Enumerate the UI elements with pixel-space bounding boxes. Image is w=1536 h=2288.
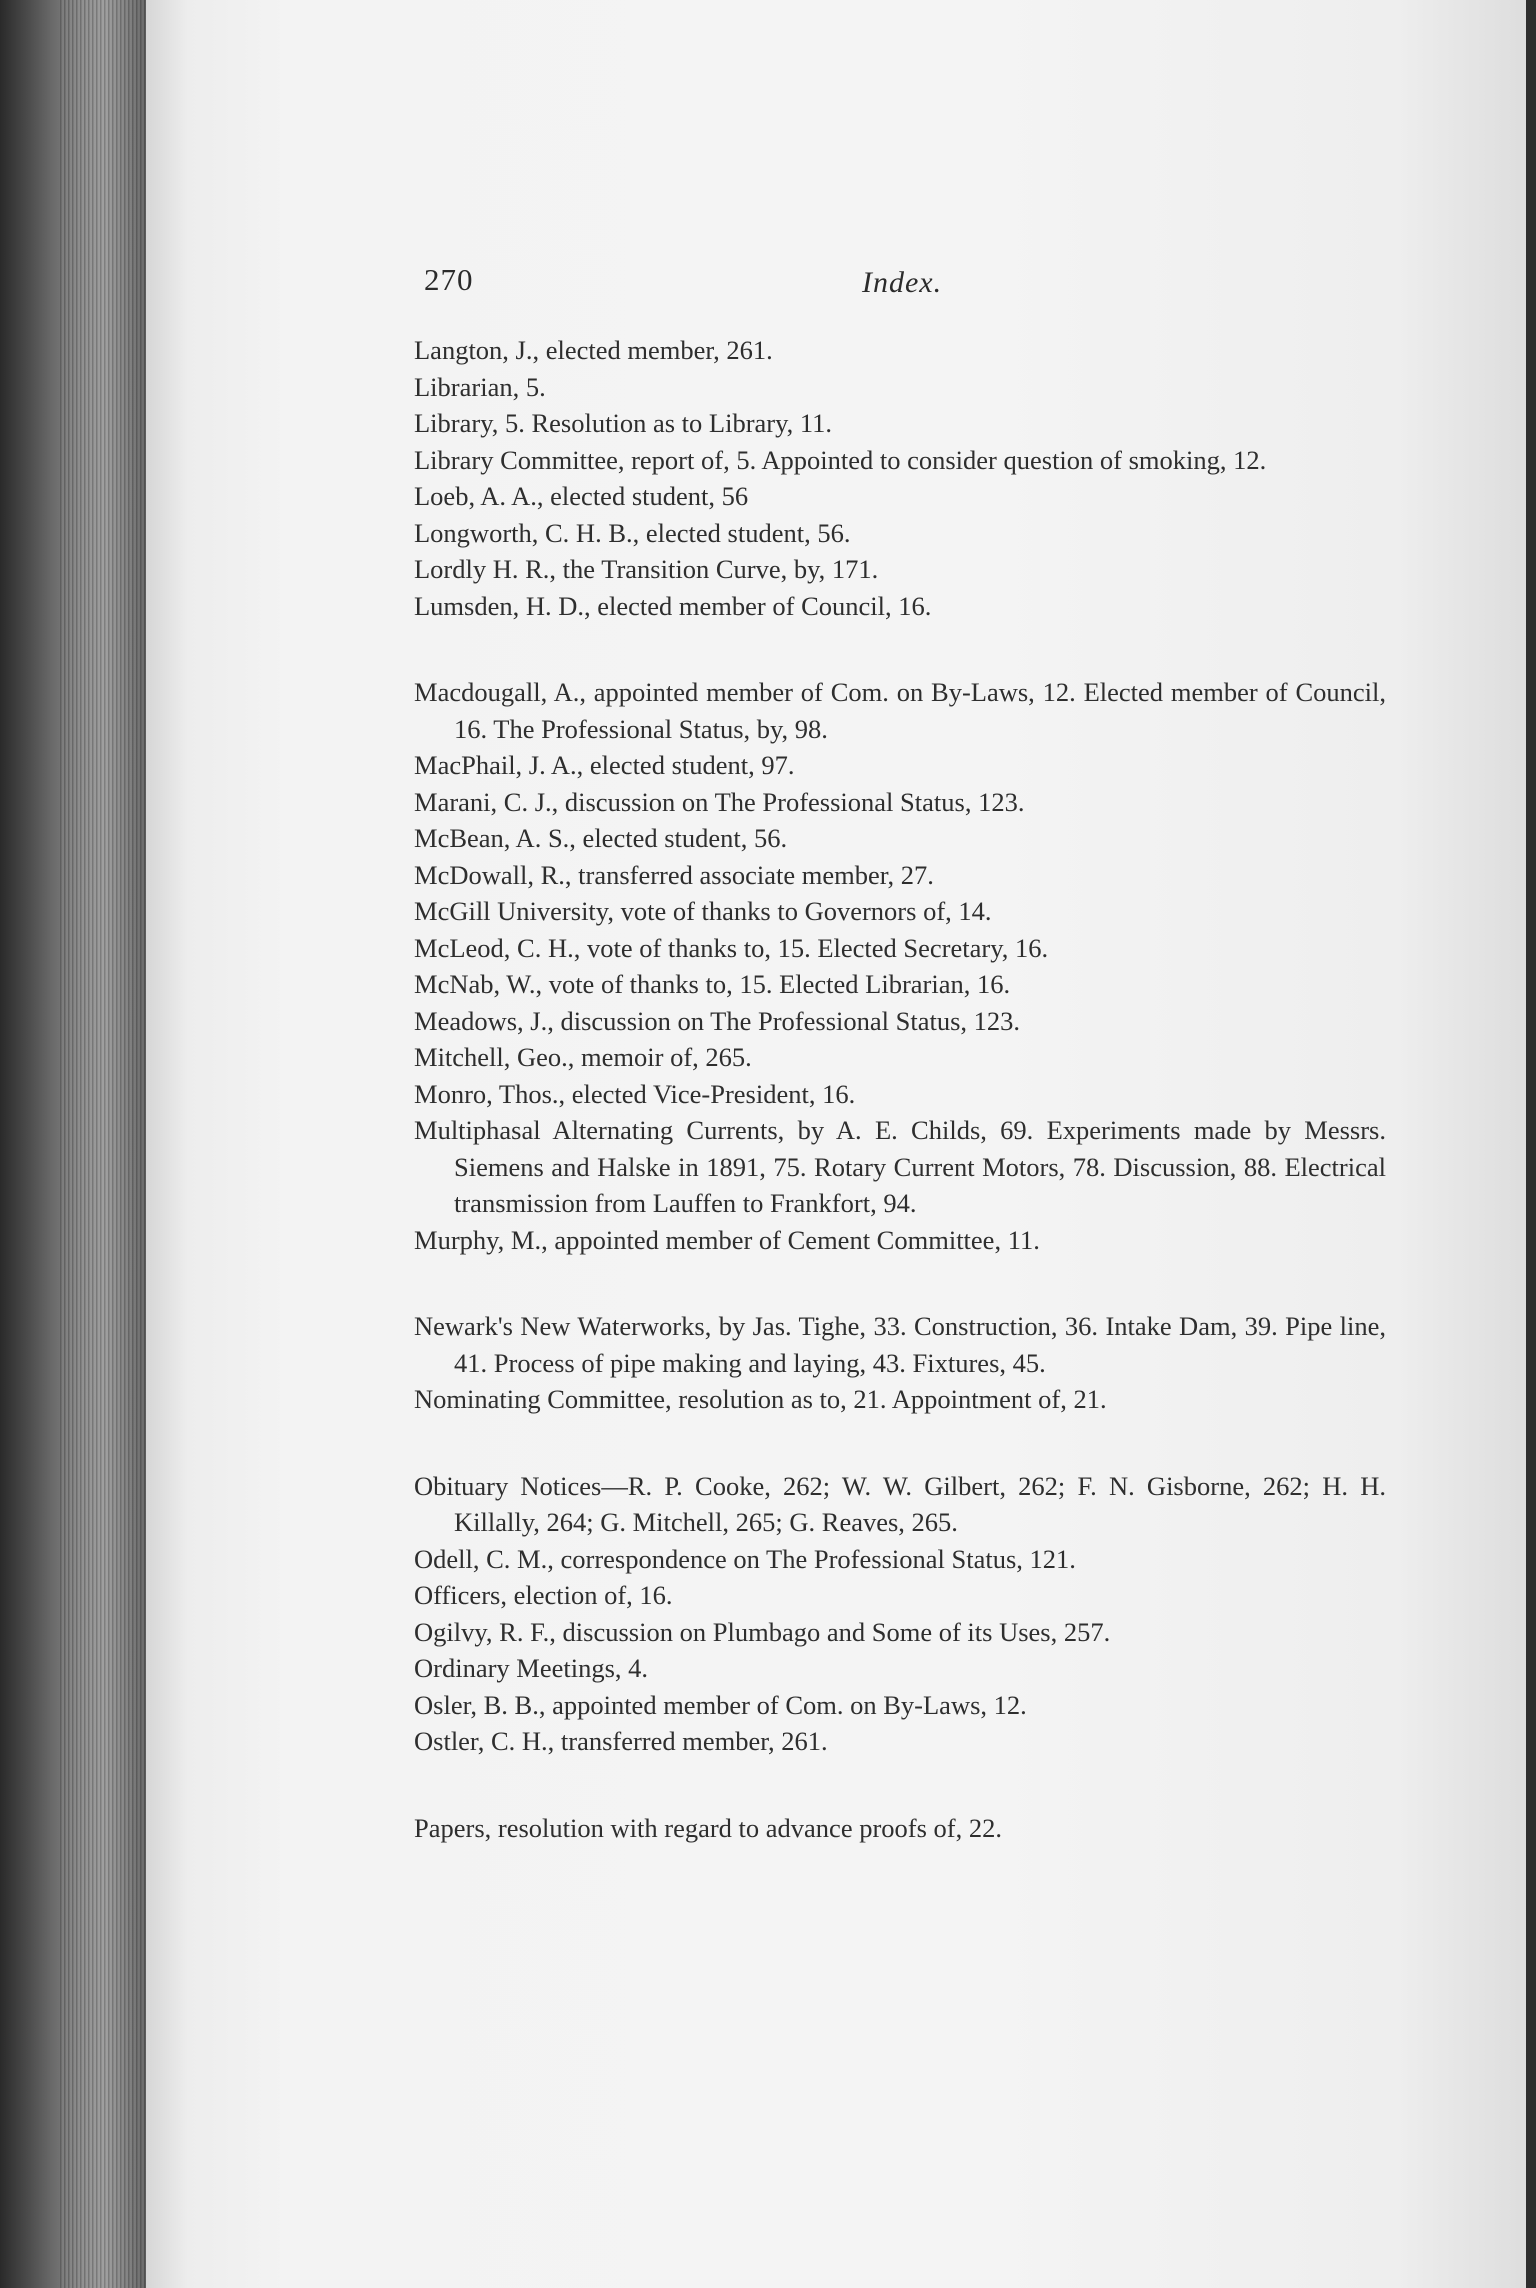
index-entry: McLeod, C. H., vote of thanks to, 15. Elected Secretary, 16. <box>414 932 1049 963</box>
running-title: Index. <box>862 266 943 299</box>
index-group-m <box>414 674 1386 1258</box>
page-header <box>424 262 1384 312</box>
index-entry: Mitchell, Geo., memoir of, 265. <box>414 1042 752 1072</box>
index-entry: Papers, resolution with regard to advance proofs of, 22. <box>414 1812 1002 1843</box>
index-entry: Ogilvy, R. F., discussion on Plumbago and Some of its Uses, 257. <box>414 1616 1111 1647</box>
page-number: 270 <box>424 262 474 297</box>
index-entry: Librarian, 5. <box>414 371 546 402</box>
index-entry: Meadows, J., discussion on The Professional Status, 123. <box>414 1005 1021 1036</box>
index-entry: Ordinary Meetings, 4. <box>414 1653 649 1683</box>
index-entry: Library Committee, report of, 5. Appointed to consider question of smoking, 12. <box>414 444 1267 475</box>
index-entry: Marani, C. J., discussion on The Professional Status, 123. <box>414 786 1025 817</box>
index-entry: MacPhail, J. A., elected student, 97. <box>414 750 795 780</box>
index-entry: Newark's New Waterworks, by Jas. Tighe, 33. Construction, 36. Intake Dam, 39. Pipe line, 41. Process of pipe making and laying, 43. Fixtures, 45. <box>414 1311 1386 1378</box>
index-entry: Osler, B. B., appointed member of Com. on By-Laws, 12. <box>414 1689 1027 1720</box>
index-entry: Macdougall, A., appointed member of Com. on By-Laws, 12. Elected member of Council, 16. The Professional Status, by, 98. <box>414 677 1386 744</box>
index-entry: Multiphasal Alternating Currents, by A. E. Childs, 69. Experiments made by Messrs. Siemens and Halske in 1891, 75. Rotary Current Motors, 78. Discussion, 88. Electrical transmission from Lauffen to Frankfort, 94. <box>414 1115 1386 1218</box>
index-group-o <box>414 1468 1386 1760</box>
index-entry: Odell, C. M., correspondence on The Professional Status, 121. <box>414 1543 1076 1574</box>
index-entry: Monro, Thos., elected Vice-President, 16. <box>414 1078 856 1109</box>
index-entry: Obituary Notices—R. P. Cooke, 262; W. W. Gilbert, 262; F. N. Gisborne, 262; H. H. Killally, 264; G. Mitchell, 265; G. Reaves, 265. <box>414 1470 1386 1537</box>
index-group-n <box>414 1308 1386 1418</box>
scan-right-edge <box>1526 0 1536 2288</box>
index-entry: Library, 5. Resolution as to Library, 11. <box>414 408 833 438</box>
index-entry: McGill University, vote of thanks to Governors of, 14. <box>414 896 992 926</box>
index-entry: Nominating Committee, resolution as to, 21. Appointment of, 21. <box>414 1384 1107 1414</box>
index-body <box>414 332 1386 1896</box>
index-entry: McBean, A. S., elected student, 56. <box>414 823 788 853</box>
index-group-l <box>414 332 1386 624</box>
index-entry: Officers, election of, 16. <box>414 1580 673 1610</box>
index-entry: Lordly H. R., the Transition Curve, by, 171. <box>414 554 879 584</box>
index-entry: Loeb, A. A., elected student, 56 <box>414 481 749 511</box>
index-group-p <box>414 1810 1386 1847</box>
page-stack-lines <box>60 0 148 2288</box>
index-entry: Ostler, C. H., transferred member, 261. <box>414 1726 828 1756</box>
index-entry: Longworth, C. H. B., elected student, 56. <box>414 517 851 548</box>
index-entry: Lumsden, H. D., elected member of Council, 16. <box>414 590 932 621</box>
index-entry: McNab, W., vote of thanks to, 15. Elected Librarian, 16. <box>414 969 1011 999</box>
index-entry: Murphy, M., appointed member of Cement Committee, 11. <box>414 1224 1040 1255</box>
index-entry: Langton, J., elected member, 261. <box>414 335 773 365</box>
index-entry: McDowall, R., transferred associate member, 27. <box>414 859 934 890</box>
